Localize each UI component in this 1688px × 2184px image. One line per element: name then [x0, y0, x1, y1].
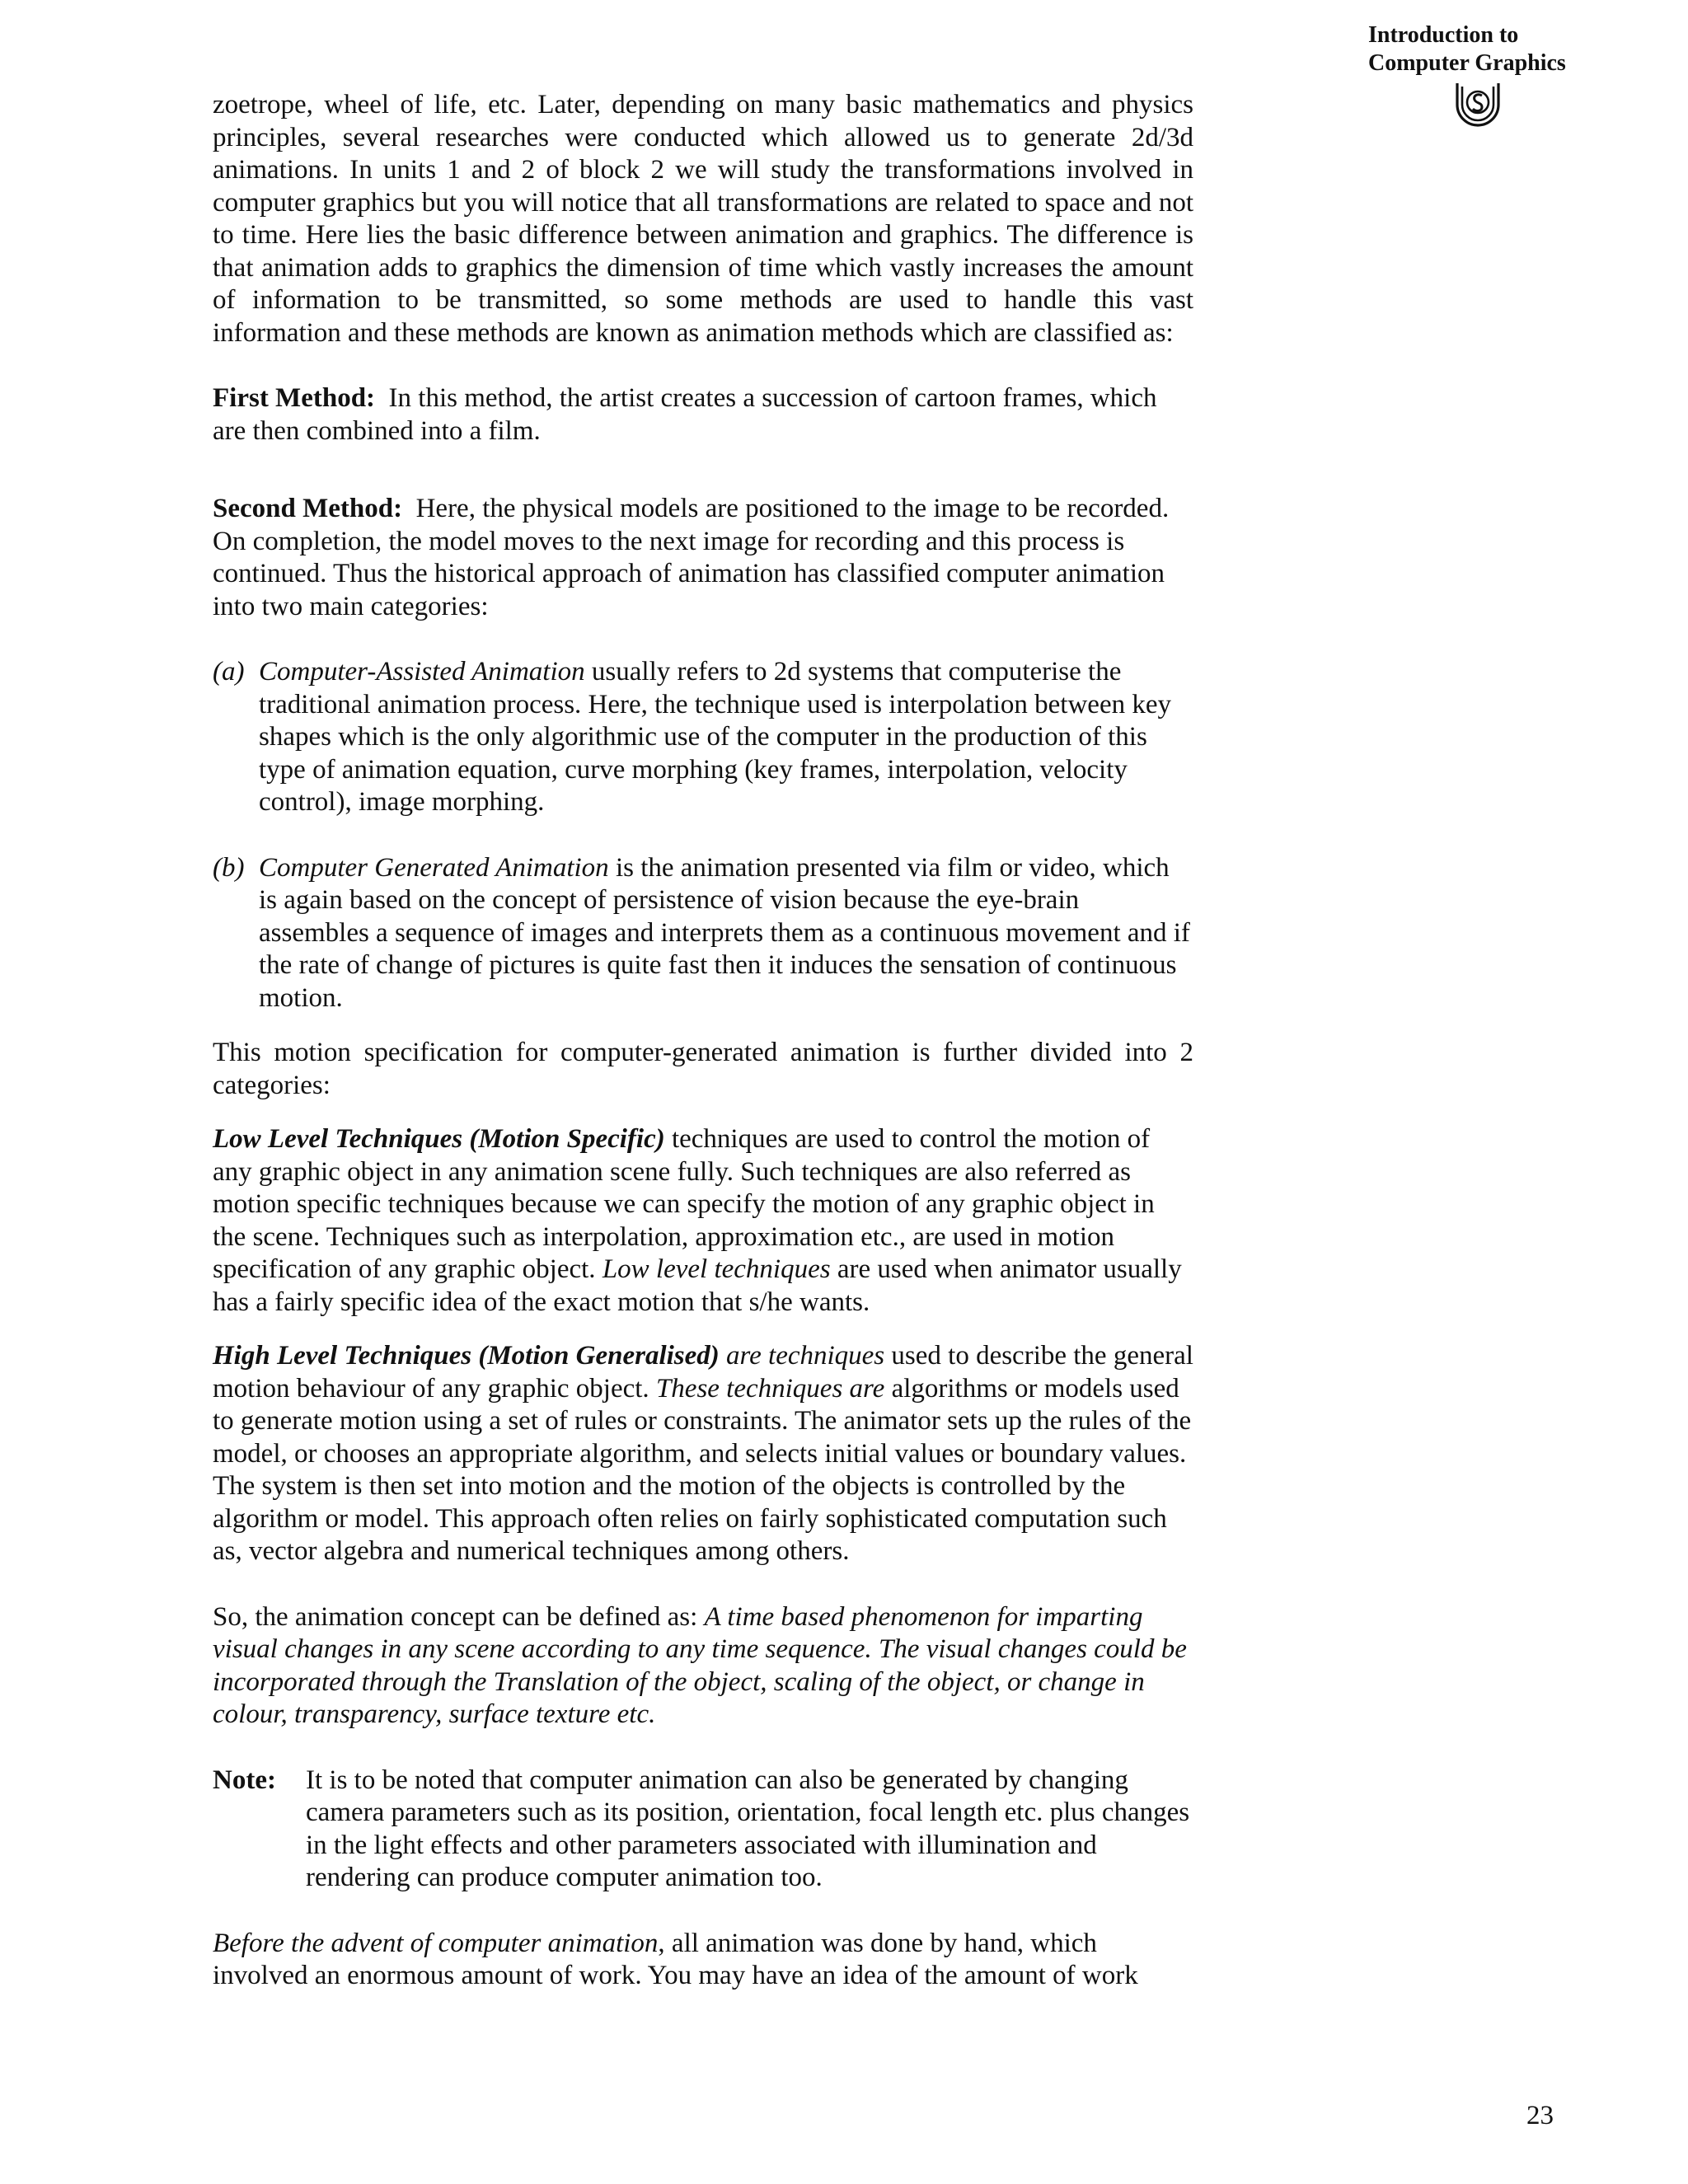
closing-text: , all animation was done by hand, which involved an enormous amount of work. You may have an idea of the amount of work: [213, 1928, 1138, 1990]
high-level-italic-2: These techniques are: [655, 1373, 885, 1404]
second-method-paragraph: [213, 493, 1193, 623]
low-level-paragraph: [213, 1123, 1193, 1319]
header-line-2: Computer Graphics: [1368, 50, 1566, 76]
high-level-text-2: algorithms or models used to generate motion using a set of rules or constraints. The animator sets up the rules of the model, or chooses an appropriate algorithm, and selects initial values or boundary values. The system is then set into motion and the motion of the objects is controlled by the algorithm or model. This approach often relies on fairly sophisticated computation such as, vector algebra and numerical techniques among others.: [213, 1373, 1192, 1566]
page-body: [213, 89, 1193, 1993]
high-level-term: High Level Techniques (Motion Generalised): [213, 1341, 720, 1371]
list-item-label: (b): [213, 852, 245, 883]
university-emblem-icon: [1452, 77, 1503, 128]
list-item: [213, 656, 1193, 819]
high-level-text-1: used to describe the general motion behaviour of any graphic object.: [213, 1341, 1193, 1404]
note-text: It is to be noted that computer animation can also be generated by changing camera parameters such as its position, orientation, focal length etc. plus changes in the light effects and other parameters associated with illumination and rendering can produce computer animation too.: [306, 1765, 1190, 1892]
motion-spec-paragraph: This motion specification for computer-generated animation is further divided into 2 categories:: [213, 1038, 1193, 1100]
low-level-italic: Low level techniques: [602, 1254, 831, 1284]
second-method-text: Here, the physical models are positioned to the image to be recorded. On completion, the model moves to the next image for recording and this process is continued. Thus the historical approach of animation has classified computer animation into two main categories:: [213, 494, 1170, 621]
definition-lead: So, the animation concept can be defined as:: [213, 1601, 705, 1632]
first-method-paragraph: [213, 382, 1193, 448]
header-line-1: Introduction to: [1368, 22, 1519, 48]
note-block: [213, 1765, 1193, 1895]
first-method-text: In this method, the artist creates a succession of cartoon frames, which are then combined into a film.: [213, 383, 1157, 446]
list-item-text: is the animation presented via film or video, which is again based on the concept of persistence of vision because the eye-brain assembles a sequence of images and interprets them as a continuous movement and if the rate of change of pictures is quite fast then it induces the sensation of continuous motion.: [259, 852, 1190, 1013]
list-item: [213, 852, 1193, 1015]
first-method-label: First Method:: [213, 383, 376, 413]
list-item-term: Computer-Assisted Animation: [259, 657, 585, 687]
list-item-term: Computer Generated Animation: [259, 852, 609, 883]
list-item-label: (a): [213, 657, 245, 687]
list-item-text: usually refers to 2d systems that computerise the traditional animation process. Here, the technique used is interpolation between key shapes which is the only algorithmic use of the computer in the production of this type of animation equation, curve morphing (key frames, interpolation, velocity control), image morphing.: [259, 657, 1171, 817]
low-level-text-2: are used when animator usually has a fairly specific idea of the exact motion that s/he wants.: [213, 1254, 1182, 1317]
running-header: [1368, 21, 1648, 77]
second-method-label: Second Method:: [213, 494, 403, 523]
closing-paragraph: [213, 1928, 1193, 1993]
high-level-paragraph: [213, 1340, 1193, 1568]
note-label: Note:: [213, 1765, 276, 1795]
definition-italic: A time based phenomenon for imparting visual changes in any scene according to any time sequence. The visual changes could be incorporated through the Translation of the object, scaling of the object, or change in colour, transparency, surface texture etc.: [213, 1601, 1187, 1729]
low-level-term: Low Level Techniques (Motion Specific): [213, 1124, 665, 1154]
closing-italic: Before the advent of computer animation: [213, 1928, 659, 1958]
definition-paragraph: [213, 1601, 1193, 1732]
low-level-text-1: techniques are used to control the motion of any graphic object in any animation scene fully. Such techniques are also referred as motion specific techniques because we can specify the motion of any graphic object in the scene. Techniques such as interpolation, approximation etc., are used in motion specification of any graphic object.: [213, 1124, 1155, 1284]
page-number: 23: [1526, 2101, 1554, 2130]
intro-paragraph: zoetrope, wheel of life, etc. Later, depending on many basic mathematics and physics principles, several researches were conducted which allowed us to generate 2d/3d animations. In units 1 and 2 of block 2 we will study the transformations involved in computer graphics but you will notice that all transformations are related to space and not to time. Here lies the basic difference between animation and graphics. The difference is that animation adds to graphics the dimension of time which vastly increases the amount of information to be transmitted, so some methods are used to handle this vast information and these methods are known as animation methods which are classified as:: [213, 90, 1193, 348]
high-level-italic-1: are techniques: [719, 1341, 885, 1371]
